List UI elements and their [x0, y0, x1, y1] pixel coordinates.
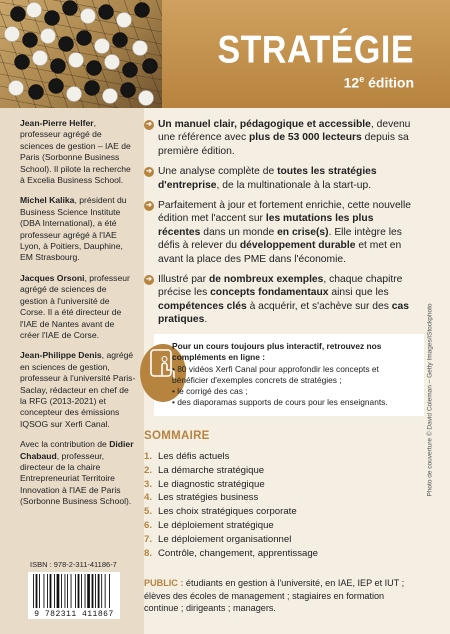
black-stone	[51, 59, 66, 74]
sommaire-item: 5. Les choix stratégiques corporate	[144, 506, 297, 518]
sommaire-item: 4. Les stratégies business	[144, 492, 259, 504]
black-stone	[63, 1, 78, 16]
public-target: PUBLIC : étudiants en gestion à l'université, en IAE, IEP et IUT ; élèves des écoles de management ; stagiaires en formation continue ; dirigeants ; managers.	[144, 577, 405, 614]
white-stone	[139, 91, 154, 106]
white-stone	[95, 39, 110, 54]
online-resources	[144, 334, 414, 416]
black-stone	[29, 85, 44, 100]
feature-bullet: ➔ Illustré par de nombreux exemples, chaque chapitre précise les concepts fondamentaux ainsi que les compétences clés à acquérir, et s'achève sur des cas pratiques.	[144, 273, 414, 327]
feature-bullet: ➔ Parfaitement à jour et fortement enrichie, cette nouvelle édition met l'accent sur les mutations les plus récentes dans un monde en crise(s). Elle intègre les défis à relever du développement durable et met en avant la place des PME dans l'économie.	[144, 199, 414, 266]
sommaire-title: SOMMAIRE	[144, 429, 210, 442]
white-stone	[67, 87, 82, 102]
sommaire-item: 1. Les défis actuels	[144, 450, 230, 462]
white-stone	[117, 13, 132, 28]
online-item: • des diaporamas supports de cours pour les enseignants.	[172, 396, 388, 407]
barcode-digits: 9 782311 411867	[28, 610, 120, 619]
white-stone	[69, 53, 84, 68]
white-stone	[133, 41, 148, 56]
book-title: STRATÉGIE	[217, 28, 414, 72]
sommaire-item: 6. Le déploiement stratégique	[144, 520, 274, 532]
white-stone	[81, 9, 96, 24]
author-entry: Jean-Pierre Helfer, professeur agrégé de sciences de gestion – IAE de Paris (Sorbonne Business School). Il pilote la recherche à Excelia Business School.	[20, 118, 131, 186]
white-stone	[9, 81, 24, 96]
white-stone	[33, 51, 48, 66]
online-heading: Pour un cours toujours plus interactif, retrouvez nos compléments en ligne :	[172, 340, 382, 362]
sommaire-item: 2. La démarche stratégique	[144, 464, 265, 476]
online-text	[172, 341, 412, 408]
title-band	[162, 0, 450, 108]
cover-header	[0, 0, 450, 108]
black-stone	[59, 37, 74, 52]
black-stone	[15, 55, 30, 70]
black-stone	[49, 79, 64, 94]
black-stone	[121, 83, 136, 98]
black-stone	[99, 5, 114, 20]
black-stone	[23, 33, 38, 48]
sommaire-item: 8. Contrôle, changement, apprentissage	[144, 548, 318, 560]
feature-bullet: ➔ Une analyse complète de toutes les stratégies d'entreprise, de la multinationale à la start-up.	[144, 165, 414, 192]
sommaire-list	[144, 450, 414, 561]
photo-credit: Photo de couverture © David Coleman – Getty Images/iStockphoto	[426, 303, 434, 497]
arrow-bullet-icon: ➔	[144, 167, 154, 177]
black-stone	[113, 33, 128, 48]
arrow-bullet-icon: ➔	[144, 201, 154, 211]
black-stone	[85, 81, 100, 96]
go-board-photo	[0, 0, 162, 108]
black-stone	[143, 59, 158, 74]
isbn-label: ISBN : 978-2-311-41186-7	[30, 560, 117, 569]
white-stone	[27, 3, 42, 18]
black-stone	[123, 63, 138, 78]
online-item: • 80 vidéos Xerfi Canal pour approfondir les concepts et bénéficier d'exemples concrets de stratégies ;	[172, 363, 379, 385]
black-stone	[135, 3, 150, 18]
white-stone	[105, 55, 120, 70]
barcode	[28, 572, 120, 618]
authors-panel	[0, 108, 144, 634]
white-stone	[103, 89, 118, 104]
black-stone	[11, 7, 26, 22]
author-entry: Michel Kalika, président du Business Science Institute (DBA International), a été professeur agrégé à l'IAE Lyon, à Poitiers, Dauphine, EM Strasbourg.	[20, 195, 127, 263]
online-item: • le corrigé des cas ;	[172, 385, 248, 396]
black-stone	[77, 31, 92, 46]
edition-label: 12e édition	[343, 74, 414, 91]
feature-bullet: ➔ Un manuel clair, pédagogique et accessible, devenu une référence avec plus de 53 000 lecteurs depuis sa première édition.	[144, 118, 414, 158]
white-stone	[41, 29, 56, 44]
arrow-bullet-icon: ➔	[144, 120, 154, 130]
author-entry: Jacques Orsoni, professeur agrégé de sciences de gestion à l'université de Corse. Il a été directeur de l'IAE de Nantes avant de créer l'IAE de Corse.	[20, 272, 130, 340]
sommaire-item: 3. Le diagnostic stratégique	[144, 478, 265, 490]
contribution-note: Avec la contribution de Didier Chabaud, professeur, directeur de la chaire Entrepreneuriat Territoire Innovation à l'IAE de Paris (Sorbonne Business School).	[20, 439, 134, 507]
sommaire-item: 7. Le déploiement organisationnel	[144, 534, 292, 546]
author-entry: Jean-Philippe Denis, agrégé en sciences de gestion, professeur à l'université Paris-Saclay, rédacteur en chef de la RFG (2013-2021) et concepteur des émissions IQSOG sur Xerfi Canal.	[20, 350, 136, 429]
white-stone	[5, 27, 20, 42]
black-stone	[45, 11, 60, 26]
arrow-bullet-icon: ➔	[144, 275, 154, 285]
black-stone	[87, 61, 102, 76]
description-panel	[144, 108, 414, 634]
